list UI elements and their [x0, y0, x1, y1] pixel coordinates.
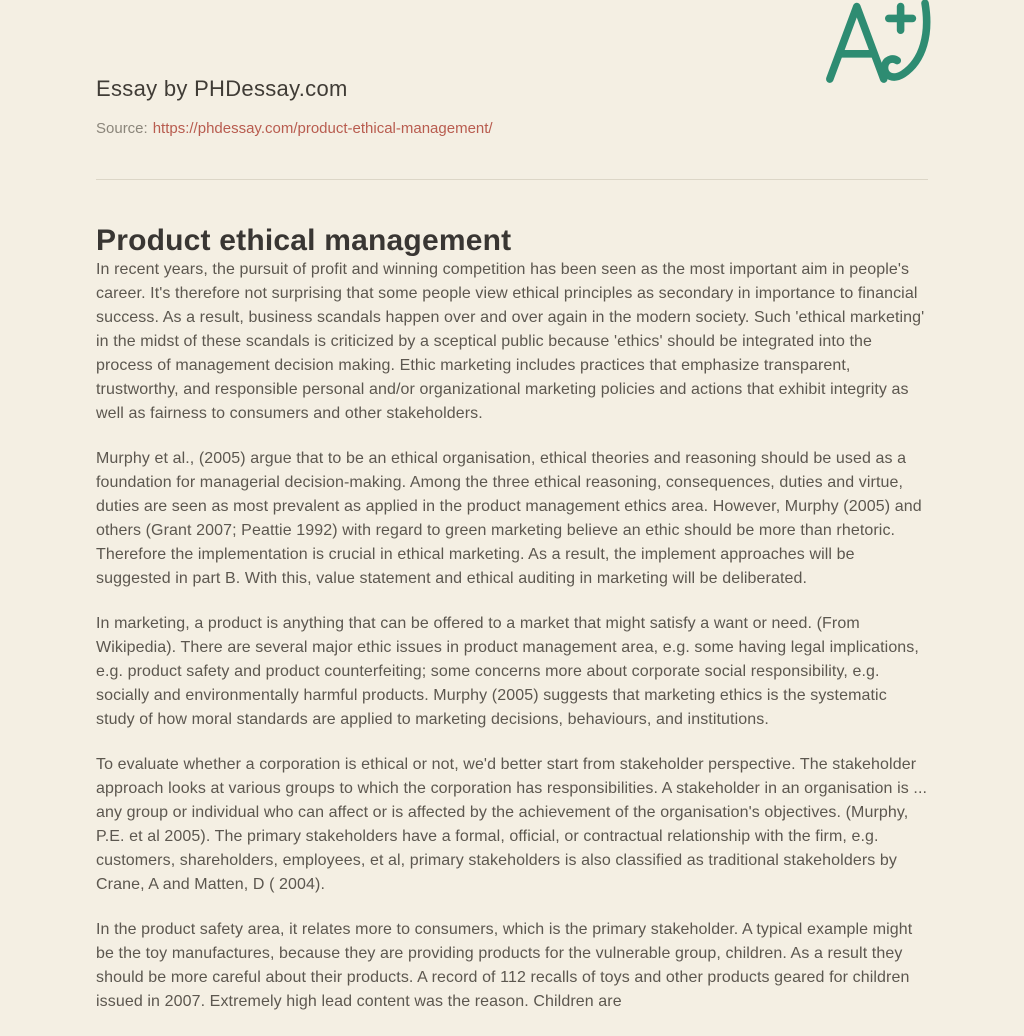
essay-content	[96, 224, 928, 1014]
essay-paragraph: In the product safety area, it relates more to consumers, which is the primary stakeholder. A typical example might be the toy manufactures, because they are providing products for the vulnerable group, children. As a result they should be more careful about their products. A record of 112 recalls of toys and other products geared for children issued in 2007. Extremely high lead content was the reason. Children are	[96, 921, 913, 1010]
byline: Essay by PHDessay.com	[96, 76, 348, 101]
essay-paragraph: To evaluate whether a corporation is ethical or not, we'd better start from stakeholder perspective. The stakeholder approach looks at various groups to which the corporation has responsibilities. A stakeholder in an organisation is ... any group or individual who can affect or is affected by the achievement of the organisation's objectives. (Murphy, P.E. et al 2005). The primary stakeholders have a formal, official, or contractual relationship with the firm, e.g. customers, shareholders, employees, et al, primary stakeholders is also classified as traditional stakeholders by Crane, A and Matten, D ( 2004).	[96, 756, 928, 893]
header-divider	[96, 179, 928, 180]
source-line	[96, 120, 928, 137]
essay-paragraph: Murphy et al., (2005) argue that to be an ethical organisation, ethical theories and reasoning should be used as a foundation for managerial decision-making. Among the three ethical reasoning, consequences, duties and virtue, duties are seen as most prevalent as applied in the product management ethics area. However, Murphy (2005) and others (Grant 2007; Peattie 1992) with regard to green marketing believe an ethic should be more than rhetoric. Therefore the implementation is crucial in ethical marketing. As a result, the implement approaches will be suggested in part B. With this, value statement and ethical auditing in marketing will be deliberated.	[96, 450, 922, 587]
source-link[interactable]: https://phdessay.com/product-ethical-management/	[152, 120, 493, 137]
essay-title: Product ethical management	[96, 224, 512, 257]
essay-paragraph: In marketing, a product is anything that can be offered to a market that might satisfy a want or need. (From Wikipedia). There are several major ethic issues in product management area, e.g. some having legal implications, e.g. product safety and product counterfeiting; some concerns more about corporate social responsibility, e.g. socially and environmentally harmful products. Murphy (2005) suggests that marketing ethics is the systematic study of how moral standards are applied to marketing decisions, behaviours, and institutions.	[96, 615, 919, 728]
page-header	[96, 0, 928, 137]
phdessay-logo	[818, 0, 936, 88]
essay-paragraph: In recent years, the pursuit of profit and winning competition has been seen as the most important aim in people's career. It's therefore not surprising that some people view ethical principles as secondary in importance to financial success. As a result, business scandals happen over and over again in the modern society. Such 'ethical marketing' in the midst of these scandals is criticized by a sceptical public because 'ethics' should be integrated into the process of management decision making. Ethic marketing includes practices that emphasize transparent, trustworthy, and responsible personal and/or organizational marketing policies and actions that exhibit integrity as well as fairness to consumers and other stakeholders.	[96, 261, 925, 422]
source-label: Source:	[96, 120, 148, 137]
phdessay-monogram-icon	[818, 0, 936, 88]
